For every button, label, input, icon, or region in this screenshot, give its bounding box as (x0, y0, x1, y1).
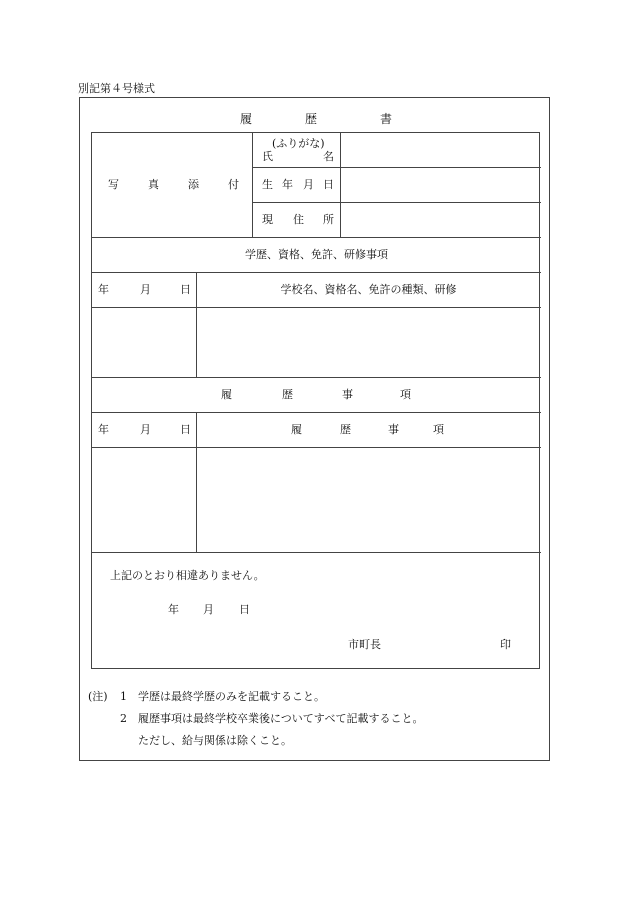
divider (252, 167, 541, 168)
career-date-header: 年 月 日 (98, 423, 191, 436)
divider (92, 377, 541, 378)
divider (92, 552, 541, 553)
divider (340, 133, 341, 237)
education-date-header: 年 月 日 (98, 283, 191, 296)
mayor-label: 市町長 (348, 638, 381, 651)
form-title (80, 110, 549, 126)
resume-form (79, 97, 550, 761)
certification-date: 年 月 日 (168, 603, 250, 616)
education-section-title: 学歴、資格、免許、研修事項 (245, 248, 388, 261)
photo-label: 写 真 添 付 (108, 178, 239, 191)
form-label: 別記第４号様式 (78, 82, 155, 95)
note-continuation: ただし、給与関係は除くこと。 (138, 734, 292, 747)
divider (92, 412, 541, 413)
address-label: 現 住 所 (262, 213, 334, 226)
title-char: 歴 (305, 112, 318, 126)
notes-prefix: (注) (88, 690, 108, 703)
divider (92, 307, 541, 308)
education-content-header: 学校名、資格名、免許の種類、研修 (280, 283, 457, 296)
career-section-title: 履 歴 事 項 (221, 388, 411, 401)
note-number: 2 (120, 712, 127, 725)
birthdate-label: 生 年 月 日 (262, 178, 334, 191)
divider (92, 237, 541, 238)
title-char: 書 (380, 112, 393, 126)
name-label: 氏 名 (262, 150, 334, 163)
furigana-label: (ふりがな) (272, 137, 325, 150)
career-content-header: 履 歴 事 項 (291, 423, 444, 436)
divider (92, 272, 541, 273)
note-text: 履歴事項は最終学校卒業後についてすべて記載すること。 (138, 712, 424, 725)
divider (92, 447, 541, 448)
note-text: 学歴は最終学歴のみを記載すること。 (138, 690, 325, 703)
note-number: 1 (120, 690, 127, 703)
certification-statement: 上記のとおり相違ありません。 (110, 569, 265, 582)
title-char: 履 (240, 112, 253, 126)
form-table (91, 132, 540, 669)
divider (252, 202, 541, 203)
seal-label: 印 (500, 638, 511, 651)
